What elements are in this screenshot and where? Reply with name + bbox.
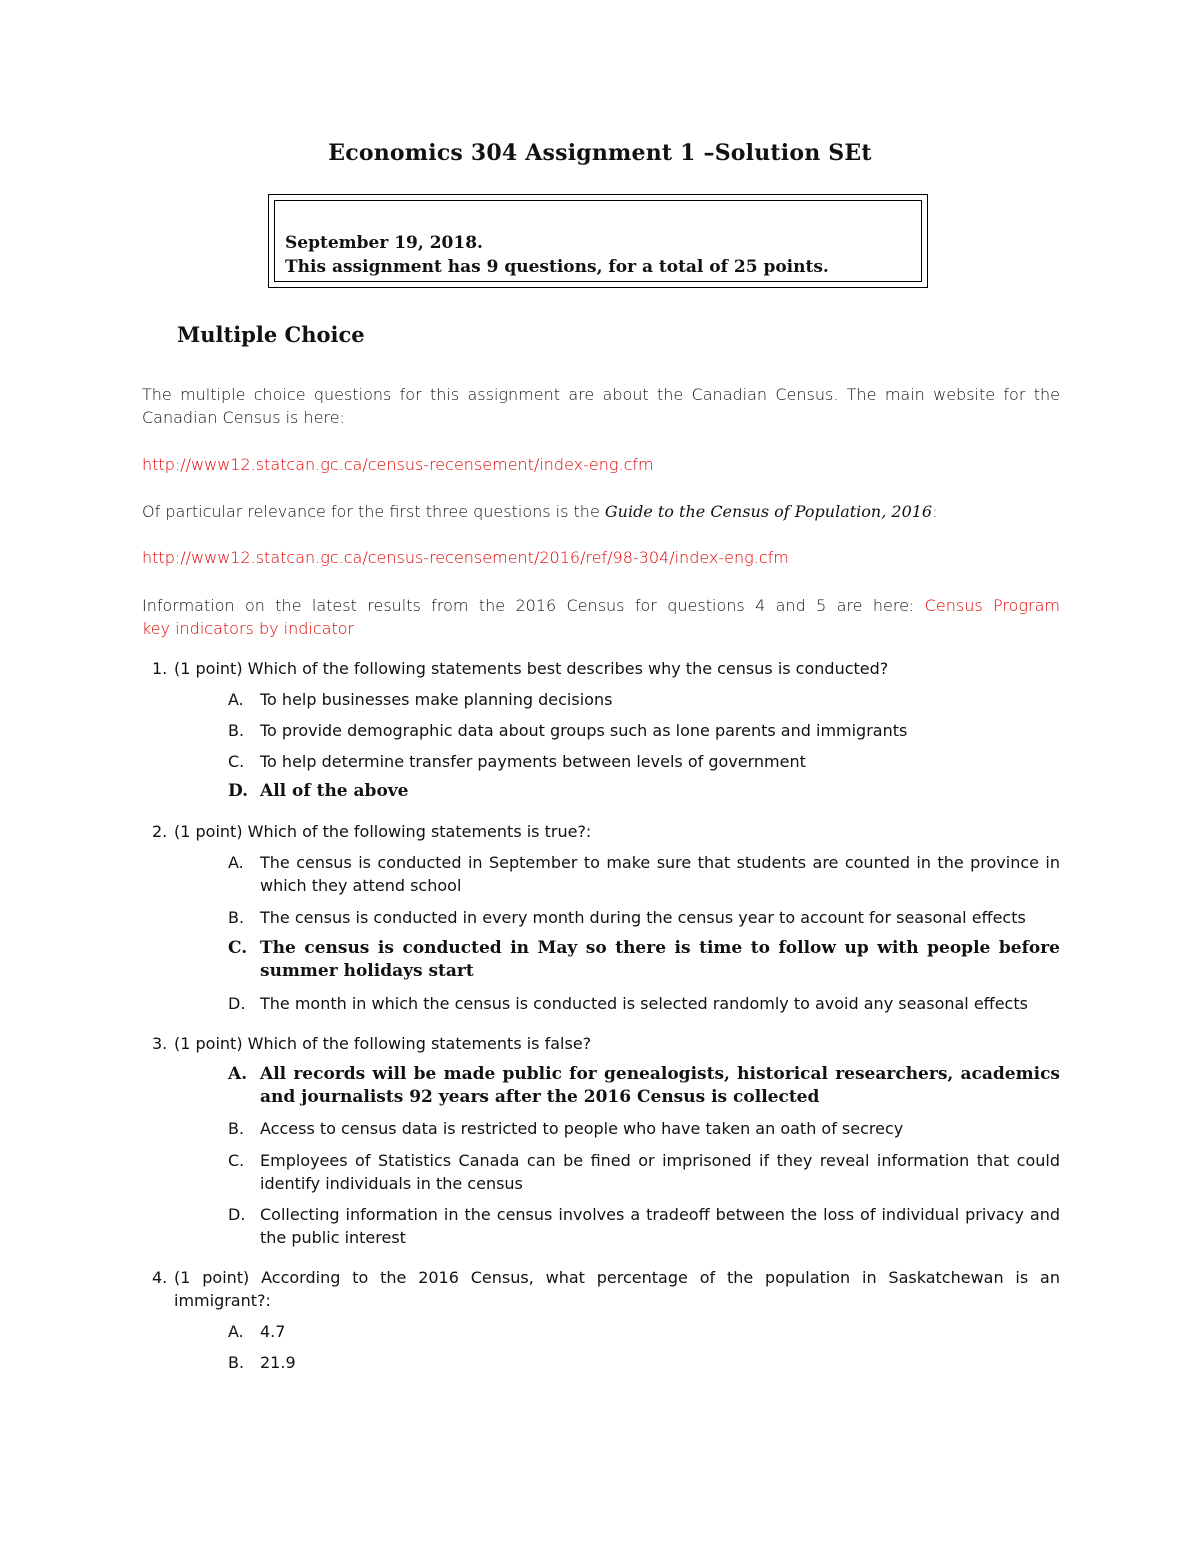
option-text: To help determine transfer payments between levels of government — [260, 752, 806, 771]
census-website-link[interactable]: http://www12.statcan.gc.ca/census-recensement/index-eng.cfm — [142, 455, 654, 474]
option-text: All of the above — [260, 781, 409, 801]
guide-title: Guide to the Census of Population, 2016 — [604, 502, 933, 521]
info-box-inner-border — [274, 200, 922, 282]
question-number: 3. — [152, 1034, 168, 1053]
q1-option-b — [228, 719, 1060, 742]
q1-option-d-correct — [228, 780, 1060, 803]
q4-option-a — [228, 1320, 1060, 1343]
guide-suffix: : — [932, 502, 938, 521]
results-paragraph — [142, 594, 1060, 640]
option-letter: A. — [228, 1064, 248, 1084]
option-letter: C. — [228, 752, 245, 771]
intro-paragraph — [142, 383, 1060, 429]
assignment-summary: This assignment has 9 questions, for a total of 25 points. — [285, 257, 829, 277]
option-text: The census is conducted in every month during the census year to account for seasonal effects — [260, 908, 1026, 927]
option-text: To provide demographic data about groups such as lone parents and immigrants — [260, 721, 908, 740]
census-program-link-part2[interactable]: key indicators by indicator — [142, 619, 355, 638]
option-text: The census is conducted in September to make sure that students are counted in the province in which they attend school — [260, 853, 1060, 895]
intro-line-1: The multiple choice questions for this assignment are about the Canadian Census. The main website for the — [142, 385, 1060, 404]
option-letter: C. — [228, 1151, 245, 1170]
section-heading: Multiple Choice — [177, 322, 365, 347]
census-program-link-part1[interactable]: Census Program — [924, 596, 1060, 615]
option-letter: B. — [228, 1353, 245, 1372]
question-number: 4. — [152, 1268, 168, 1287]
question-3 — [142, 1032, 1060, 1055]
question-number: 1. — [152, 659, 168, 678]
q3-option-a-correct — [228, 1063, 1060, 1109]
intro-line-2: Canadian Census is here: — [142, 408, 345, 427]
option-letter: D. — [228, 1205, 246, 1224]
guide-prefix: Of particular relevance for the first three questions is the — [142, 502, 605, 521]
q2-option-b — [228, 906, 1060, 929]
option-text: All records will be made public for genealogists, historical researchers, academics and journalists 92 years after the 2016 Census is collected — [260, 1064, 1060, 1107]
q2-option-a — [228, 851, 1060, 897]
question-2 — [142, 820, 1060, 843]
q3-option-b — [228, 1117, 1060, 1140]
option-text: 4.7 — [260, 1322, 286, 1341]
q3-option-c — [228, 1149, 1060, 1195]
option-letter: A. — [228, 1322, 244, 1341]
option-letter: B. — [228, 1119, 245, 1138]
option-letter: D. — [228, 994, 246, 1013]
q1-option-a — [228, 688, 1060, 711]
question-number: 2. — [152, 822, 168, 841]
info-box — [268, 194, 928, 288]
option-text: The month in which the census is conducted is selected randomly to avoid any seasonal effects — [260, 994, 1028, 1013]
option-text: To help businesses make planning decisions — [260, 690, 613, 709]
question-text: (1 point) Which of the following statements is true?: — [174, 822, 592, 841]
document-title: Economics 304 Assignment 1 –Solution SEt — [328, 140, 872, 166]
question-text: (1 point) Which of the following statements is false? — [174, 1034, 592, 1053]
q1-option-c — [228, 750, 1060, 773]
option-text: Employees of Statistics Canada can be fined or imprisoned if they reveal information that could identify individuals in the census — [260, 1151, 1060, 1193]
option-letter: B. — [228, 908, 245, 927]
option-letter: A. — [228, 853, 244, 872]
option-letter: B. — [228, 721, 245, 740]
results-line-1 — [142, 594, 1060, 617]
q2-option-d — [228, 992, 1060, 1015]
q2-option-c-correct — [228, 937, 1060, 983]
assignment-date: September 19, 2018. — [285, 233, 483, 253]
option-letter: C. — [228, 938, 248, 958]
guide-paragraph — [142, 500, 1060, 523]
option-letter: A. — [228, 690, 244, 709]
question-text: (1 point) Which of the following statements best describes why the census is conducted? — [174, 659, 889, 678]
question-text: (1 point) According to the 2016 Census, what percentage of the population in Saskatchewan is an immigrant?: — [174, 1268, 1060, 1310]
option-text: Access to census data is restricted to people who have taken an oath of secrecy — [260, 1119, 904, 1138]
q4-option-b — [228, 1351, 1060, 1374]
question-1 — [142, 657, 1060, 680]
question-4 — [142, 1266, 1060, 1312]
option-text: 21.9 — [260, 1353, 296, 1372]
option-letter: D. — [228, 781, 249, 801]
results-prefix: Information on the latest results from the 2016 Census for questions 4 and 5 are here: — [142, 596, 925, 615]
option-text: The census is conducted in May so there is time to follow up with people before summer holidays start — [260, 938, 1060, 981]
option-text: Collecting information in the census involves a tradeoff between the loss of individual privacy and the public interest — [260, 1205, 1060, 1247]
guide-link[interactable]: http://www12.statcan.gc.ca/census-recensement/2016/ref/98-304/index-eng.cfm — [142, 548, 789, 567]
q3-option-d — [228, 1203, 1060, 1249]
